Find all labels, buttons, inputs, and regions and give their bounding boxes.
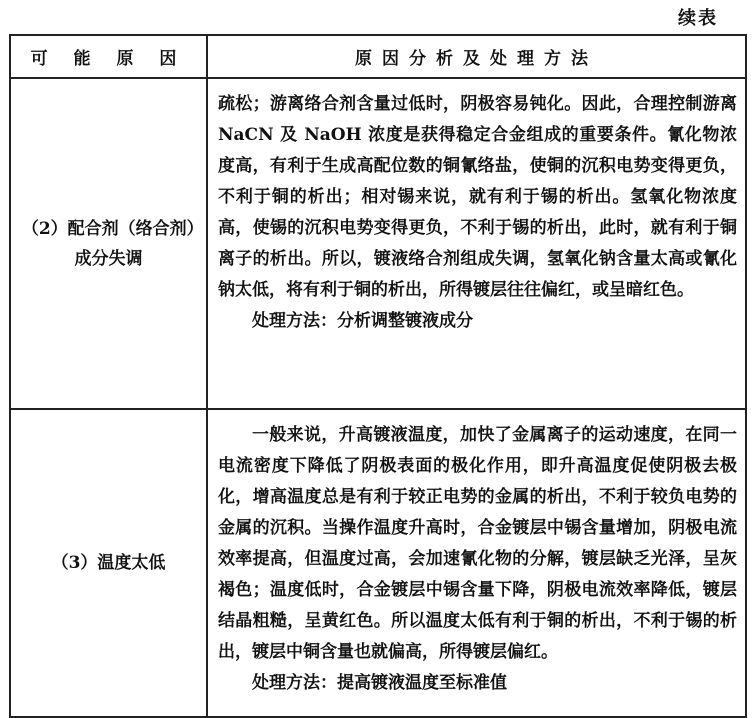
cause-analysis-table [9, 34, 747, 718]
table-row [10, 409, 746, 717]
analysis-text: 一般来说，升高镀液温度，加快了金属离子的运动速度，在同一电流密度下降低了阴极表面的极化作用，即升高温度促使阴极去极化，增高温度总是有利于较正电势的金属的析出，不利于较负电势的金属的沉积。当操作温度升高时，合金镀层中锡含量增加，阴极电流效率提高，但温度过高，会加速氰化物的分解，镀层缺乏光泽，呈灰褐色；温度低时，合金镀层中锡含量下降，阴极电流效率降低，镀层结晶粗糙，呈黄红色。所以温度太低有利于铜的析出，不利于锡的析出，镀层中铜含量也就偏高，所得镀层偏红。 [218, 425, 737, 662]
header-analysis-method: 原因分析及处理方法 [207, 35, 746, 78]
continued-table-label: 续表 [678, 8, 718, 29]
treatment-method-label: 处理方法： [252, 673, 337, 693]
treatment-method [218, 668, 737, 699]
treatment-method [218, 306, 737, 337]
treatment-method-label: 处理方法： [252, 311, 337, 331]
treatment-method-text: 提高镀液温度至标准值 [337, 673, 507, 693]
cause-cell: （2）配合剂（络合剂）成分失调 [10, 78, 207, 409]
analysis-cell [207, 409, 746, 717]
analysis-text: 疏松；游离络合剂含量过低时，阴极容易钝化。因此，合理控制游离 NaCN 及 NaOH 浓度是获得稳定合金组成的重要条件。氰化物浓度高，有利于生成高配位数的铜氰络盐，使铜的沉积电势变得更负，不利于铜的析出；相对锡来说，就有利于锡的析出。氢氧化物浓度高，使锡的沉积电势变得更负，不利于锡的析出，此时，就有利于铜离子的析出。所以，镀液络合剂组成失调，氢氧化钠含量太高或氰化钠太低，将有利于铜的析出，所得镀层往往偏红，或呈暗红色。 [218, 94, 737, 300]
table-row [10, 78, 746, 409]
cause-cell: （3）温度太低 [10, 409, 207, 717]
treatment-method-text: 分析调整镀液成分 [337, 311, 473, 331]
header-possible-cause: 可 能 原 因 [10, 35, 207, 78]
analysis-cell [207, 78, 746, 409]
table-header-row [10, 35, 746, 78]
